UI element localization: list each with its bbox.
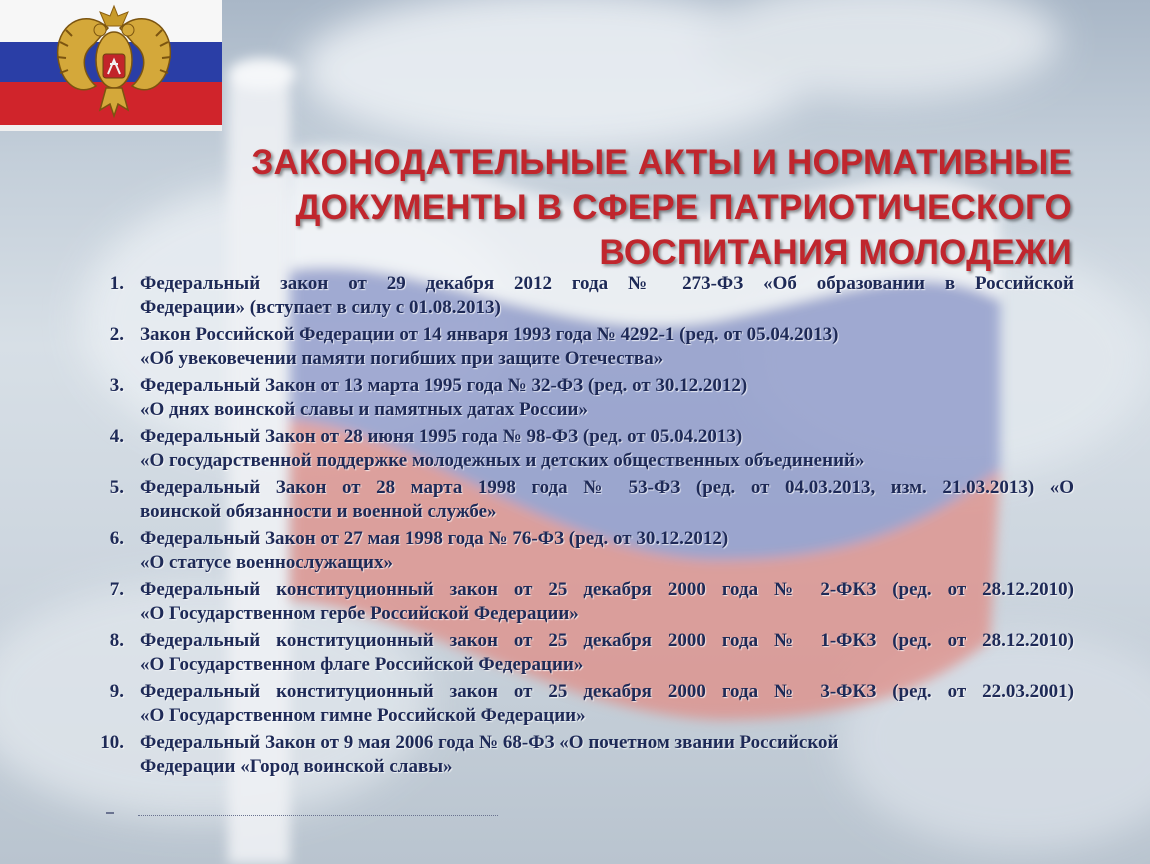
list-item: [84, 731, 1074, 779]
list-item-text-line-1: Федеральный Закон от 9 мая 2006 года № 68-ФЗ «О почетном звании Российской: [140, 732, 839, 753]
list-item-number: 3.: [109, 375, 124, 396]
title-line-2: ДОКУМЕНТЫ В СФЕРЕ ПАТРИОТИЧЕСКОГО: [295, 188, 1072, 227]
footnote-text-illegible: [138, 815, 498, 818]
list-item: [84, 476, 1074, 524]
list-item: [84, 374, 1074, 422]
list-item: [84, 425, 1074, 473]
list-item-text-line-2: Федерации» (вступает в силу с 01.08.2013): [140, 297, 501, 318]
coat-of-arms-flag-image: [0, 0, 222, 131]
list-item-text-line-2: воинской обязанности и военной службе»: [140, 501, 497, 522]
list-item-text-line-1: Федеральный Закон от 28 июня 1995 года № 98-ФЗ (ред. от 05.04.2013): [140, 426, 743, 447]
list-item-text-line-2: «О днях воинской славы и памятных датах России»: [140, 399, 588, 420]
list-item-number: 4.: [109, 426, 124, 447]
list-item-text-line-2: «Об увековечении памяти погибших при защите Отечества»: [140, 348, 664, 369]
list-item-number: 9.: [109, 681, 124, 702]
list-item-text-line-1: Федеральный конституционный закон от 25 декабря 2000 года № 2-ФКЗ (ред. от 28.12.2010): [140, 579, 1074, 600]
list-item-number: 6.: [109, 528, 124, 549]
list-item-text-line-2: «О Государственном флаге Российской Федерации»: [140, 654, 584, 675]
legal-documents-list: [84, 272, 1074, 779]
list-item-text-line-1: Федеральный конституционный закон от 25 декабря 2000 года № 3-ФКЗ (ред. от 22.03.2001): [140, 681, 1074, 702]
list-item: [84, 272, 1074, 320]
list-item-number: 5.: [109, 477, 124, 498]
list-item-number: 7.: [109, 579, 124, 600]
list-item: [84, 680, 1074, 728]
title-line-3: ВОСПИТАНИЯ МОЛОДЕЖИ: [599, 233, 1072, 272]
list-item: [84, 323, 1074, 371]
list-item-text-line-2: «О Государственном гербе Российской Федерации»: [140, 603, 579, 624]
title-line-1: ЗАКОНОДАТЕЛЬНЫЕ АКТЫ И НОРМАТИВНЫЕ: [251, 143, 1072, 182]
list-item-text-line-1: Федеральный конституционный закон от 25 декабря 2000 года № 1-ФКЗ (ред. от 28.12.2010): [140, 630, 1074, 651]
list-item-text-line-1: Федеральный закон от 29 декабря 2012 года № 273-ФЗ «Об образовании в Российской: [140, 273, 1074, 294]
list-item-text-line-2: «О статусе военнослужащих»: [140, 552, 393, 573]
list-item-text-line-1: Федеральный Закон от 28 марта 1998 года № 53-ФЗ (ред. от 04.03.2013, изм. 21.03.2013) «О: [140, 477, 1074, 498]
list-item-number: 10.: [100, 732, 124, 753]
list-item: [84, 629, 1074, 677]
list-item: [84, 527, 1074, 575]
list-item: [84, 578, 1074, 626]
list-item-text-line-2: «О Государственном гимне Российской Федерации»: [140, 705, 586, 726]
list-item-text-line-2: Федерации «Город воинской славы»: [140, 756, 453, 777]
page-title: [140, 140, 1072, 275]
list-item-text-line-1: Федеральный Закон от 27 мая 1998 года № 76-ФЗ (ред. от 30.12.2012): [140, 528, 729, 549]
list-item-text-line-2: «О государственной поддержке молодежных и детских общественных объединений»: [140, 450, 865, 471]
list-item-number: 8.: [109, 630, 124, 651]
list-item-text-line-1: Закон Российской Федерации от 14 января 1993 года № 4292-1 (ред. от 05.04.2013): [140, 324, 839, 345]
list-item-number: 1.: [109, 273, 124, 294]
list-item-text-line-1: Федеральный Закон от 13 марта 1995 года № 32-ФЗ (ред. от 30.12.2012): [140, 375, 748, 396]
list-item-number: 2.: [109, 324, 124, 345]
footnote-marker: [106, 812, 114, 814]
